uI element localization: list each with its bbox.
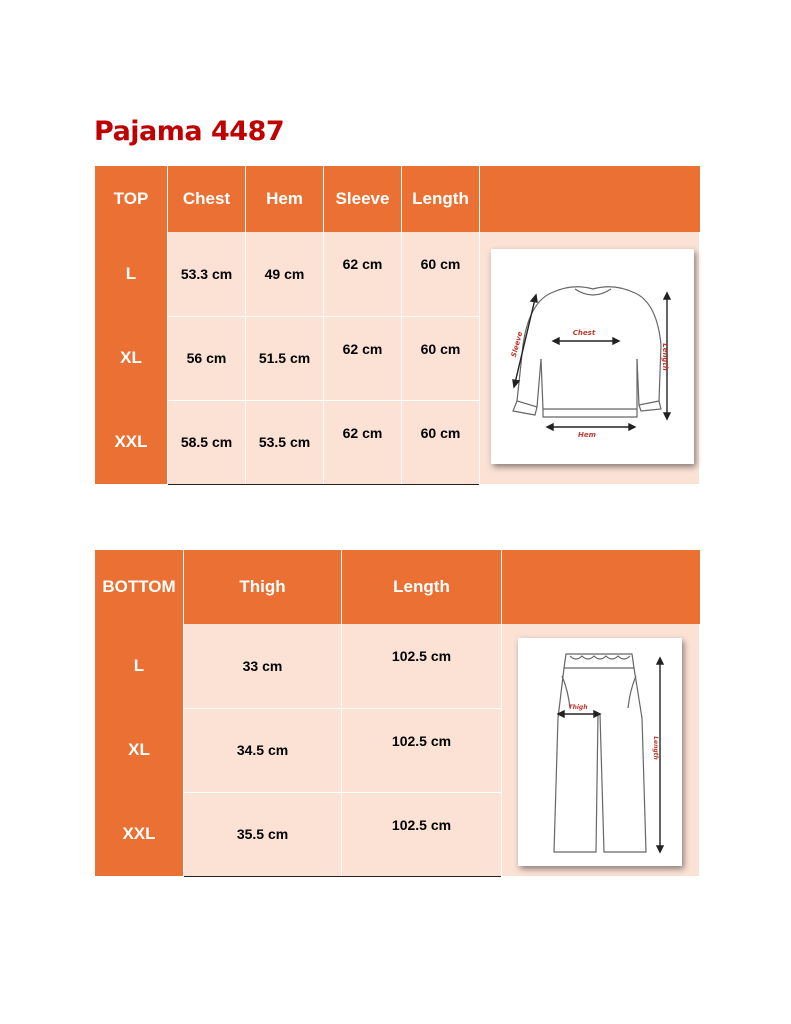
chest-value: 58.5 cm bbox=[168, 400, 246, 484]
thigh-value: 34.5 cm bbox=[184, 708, 342, 792]
bottom-header-blank bbox=[502, 550, 700, 624]
pants-diagram bbox=[518, 638, 682, 866]
top-header-length: Length bbox=[402, 166, 480, 232]
hem-value: 53.5 cm bbox=[246, 400, 324, 484]
top-header-size: TOP bbox=[95, 166, 168, 232]
sleeve-diagram-label: Sleeve bbox=[509, 330, 525, 359]
top-header-row bbox=[95, 166, 700, 232]
top-header-chest: Chest bbox=[168, 166, 246, 232]
size-label: L bbox=[95, 232, 168, 316]
sleeve-value: 62 cm bbox=[324, 400, 402, 484]
chest-value: 56 cm bbox=[168, 316, 246, 400]
top-header-hem: Hem bbox=[246, 166, 324, 232]
size-label: XXL bbox=[95, 792, 184, 876]
chest-value: 53.3 cm bbox=[168, 232, 246, 316]
bottom-header-length: Length bbox=[342, 550, 502, 624]
bottom-header-size: BOTTOM bbox=[95, 550, 184, 624]
thigh-diagram-label: Thigh bbox=[568, 704, 588, 711]
sweater-diagram bbox=[491, 249, 694, 464]
sleeve-value: 62 cm bbox=[324, 316, 402, 400]
thigh-value: 33 cm bbox=[184, 624, 342, 708]
size-label: XL bbox=[95, 708, 184, 792]
hem-diagram-label: Hem bbox=[578, 431, 596, 439]
thigh-value: 35.5 cm bbox=[184, 792, 342, 876]
length-value: 60 cm bbox=[402, 400, 480, 484]
hem-value: 49 cm bbox=[246, 232, 324, 316]
length-diagram-label: Length bbox=[661, 343, 669, 371]
length-value: 60 cm bbox=[402, 232, 480, 316]
bottom-header-row bbox=[95, 550, 700, 624]
top-header-sleeve: Sleeve bbox=[324, 166, 402, 232]
top-header-blank bbox=[480, 166, 700, 232]
size-label: XXL bbox=[95, 400, 168, 484]
pants-length-diagram-label: Length bbox=[652, 736, 659, 760]
bottom-header-thigh: Thigh bbox=[184, 550, 342, 624]
hem-value: 51.5 cm bbox=[246, 316, 324, 400]
size-label: XL bbox=[95, 316, 168, 400]
length-value: 102.5 cm bbox=[342, 792, 502, 876]
sleeve-value: 62 cm bbox=[324, 232, 402, 316]
length-value: 102.5 cm bbox=[342, 624, 502, 708]
chest-diagram-label: Chest bbox=[572, 329, 596, 337]
length-value: 60 cm bbox=[402, 316, 480, 400]
length-value: 102.5 cm bbox=[342, 708, 502, 792]
size-label: L bbox=[95, 624, 184, 708]
page-title: Pajama 4487 bbox=[94, 116, 285, 147]
